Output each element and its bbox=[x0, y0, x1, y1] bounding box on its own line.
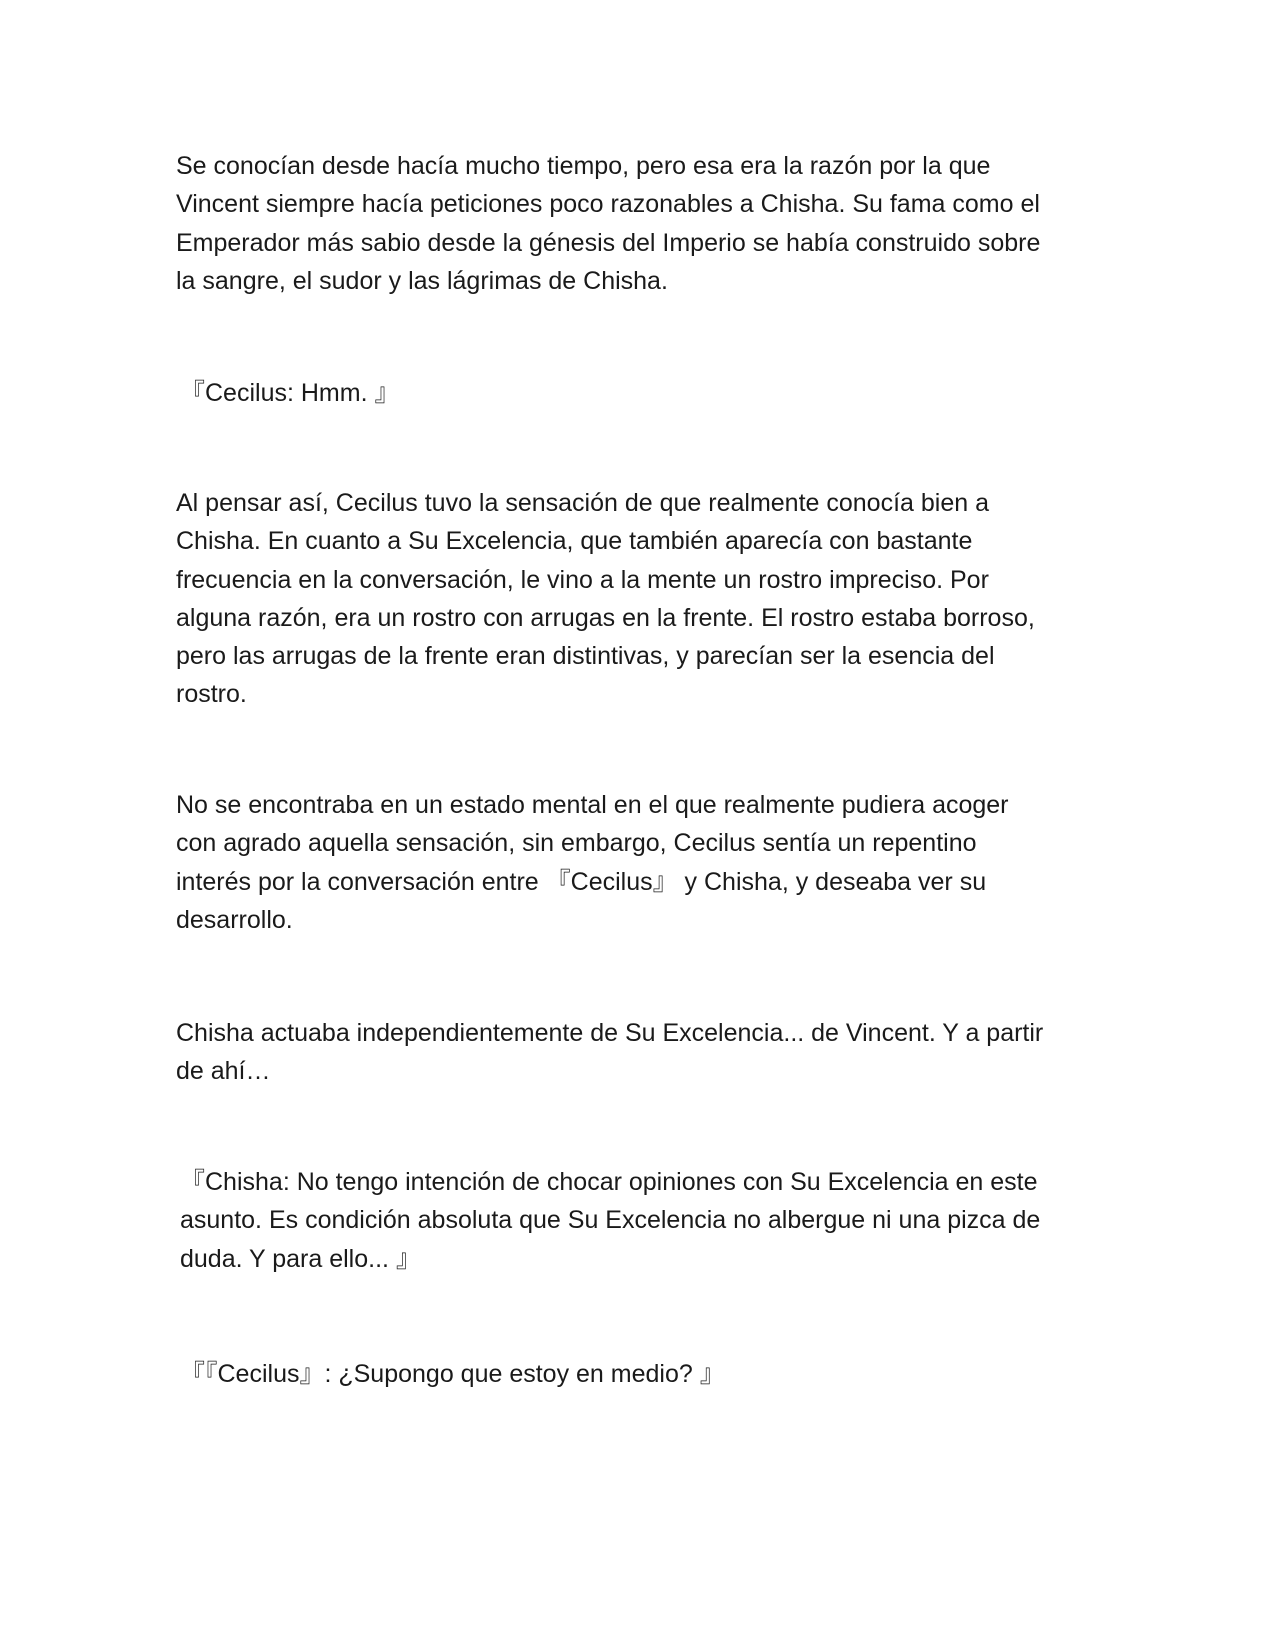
dialogue-line: 『Chisha: No tengo intención de chocar opiniones con Su Excelencia en este bbox=[180, 1168, 1038, 1196]
paragraph-line: Se conocían desde hacía mucho tiempo, pero esa era la razón por la que bbox=[176, 152, 991, 180]
paragraph-line: Al pensar así, Cecilus tuvo la sensación de que realmente conocía bien a bbox=[176, 489, 989, 517]
paragraph-line: No se encontraba en un estado mental en el que realmente pudiera acoger bbox=[176, 791, 1009, 819]
paragraph-5 bbox=[176, 1014, 1096, 1091]
paragraph-line: frecuencia en la conversación, le vino a la mente un rostro impreciso. Por bbox=[176, 565, 989, 594]
paragraph-line: interés por la conversación entre 『Cecilus』 y Chisha, y deseaba ver su bbox=[176, 867, 987, 896]
paragraph-line: desarrollo. bbox=[176, 905, 293, 934]
dialogue-cecilus-question bbox=[180, 1355, 1100, 1393]
paragraph-line: la sangre, el sudor y las lágrimas de Chisha. bbox=[176, 266, 668, 295]
paragraph-line: Chisha actuaba independientemente de Su Excelencia... de Vincent. Y a partir bbox=[176, 1019, 1044, 1047]
dialogue-line: duda. Y para ello... 』 bbox=[180, 1244, 421, 1273]
dialogue-line: 『Cecilus: Hmm. 』 bbox=[180, 379, 400, 407]
paragraph-4 bbox=[176, 786, 1096, 939]
paragraph-1 bbox=[176, 147, 1096, 300]
dialogue-chisha bbox=[180, 1163, 1100, 1278]
paragraph-line: alguna razón, era un rostro con arrugas en la frente. El rostro estaba borroso, bbox=[176, 603, 1035, 632]
paragraph-line: pero las arrugas de la frente eran distintivas, y parecían ser la esencia del bbox=[176, 642, 995, 671]
dialogue-line: 『『Cecilus』: ¿Supongo que estoy en medio? 』 bbox=[180, 1360, 725, 1388]
paragraph-line: de ahí… bbox=[176, 1057, 271, 1086]
paragraph-line: con agrado aquella sensación, sin embargo, Cecilus sentía un repentino bbox=[176, 829, 977, 858]
paragraph-3 bbox=[176, 484, 1096, 714]
paragraph-line: Vincent siempre hacía peticiones poco razonables a Chisha. Su fama como el bbox=[176, 190, 1040, 219]
paragraph-line: rostro. bbox=[176, 680, 247, 709]
dialogue-line: asunto. Es condición absoluta que Su Excelencia no albergue ni una pizca de bbox=[180, 1206, 1041, 1235]
paragraph-line: Chisha. En cuanto a Su Excelencia, que también aparecía con bastante bbox=[176, 527, 973, 556]
dialogue-cecilus-hmm bbox=[180, 374, 1100, 412]
paragraph-line: Emperador más sabio desde la génesis del Imperio se había construido sobre bbox=[176, 228, 1041, 257]
